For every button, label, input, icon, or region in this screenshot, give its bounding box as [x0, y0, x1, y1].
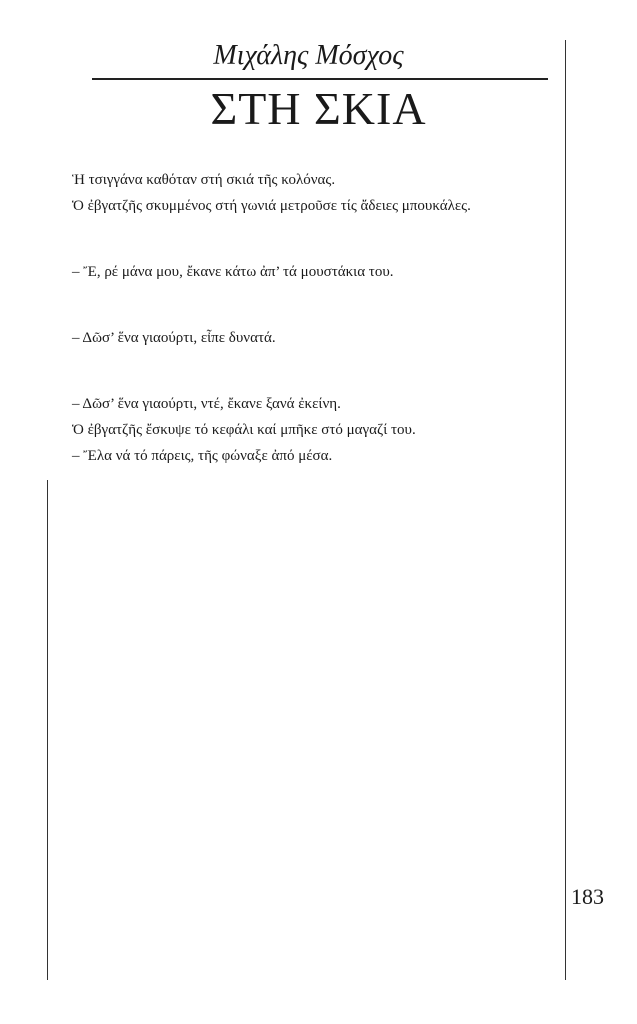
paragraph: – Δῶσ’ ἕνα γιαούρτι, ντέ, ἔκανε ξανά ἐκείνη. — [72, 396, 341, 412]
story-title: ΣΤΗ ΣΚΙΑ — [210, 83, 427, 134]
story-text — [50, 130, 550, 472]
paragraph: – Ἔλα νά τό πάρεις, τῆς φώναξε ἀπό μέσα. — [72, 448, 333, 464]
title-divider — [92, 78, 548, 80]
paragraph: Ὁ ἐβγατζῆς ἔσκυψε τό κεφάλι καί μπῆκε στό μαγαζί του. — [72, 422, 416, 438]
elided-passage — [50, 354, 550, 394]
paragraph: – Δῶσ’ ἕνα γιαούρτι, εἶπε δυνατά. — [72, 330, 276, 346]
elided-passage — [50, 288, 550, 328]
page-number: 183 — [571, 884, 604, 909]
paragraph: Ὁ ἐβγατζῆς σκυμμένος στή γωνιά μετροῦσε τίς ἄδειες μπουκάλες. — [72, 198, 471, 214]
paragraph: Ἡ τσιγγάνα καθόταν στή σκιά τῆς κολόνας. — [72, 172, 336, 188]
elided-passage — [50, 222, 550, 262]
elided-opening — [50, 130, 550, 170]
page-edge-rule — [47, 480, 48, 980]
paragraph: – Ἔ, ρέ μάνα μου, ἔκανε κάτω ἀπ’ τά μουστάκια του. — [72, 264, 394, 280]
page-edge-rule — [565, 40, 566, 980]
author-name: Μιχάλης Μόσχος — [213, 40, 404, 71]
